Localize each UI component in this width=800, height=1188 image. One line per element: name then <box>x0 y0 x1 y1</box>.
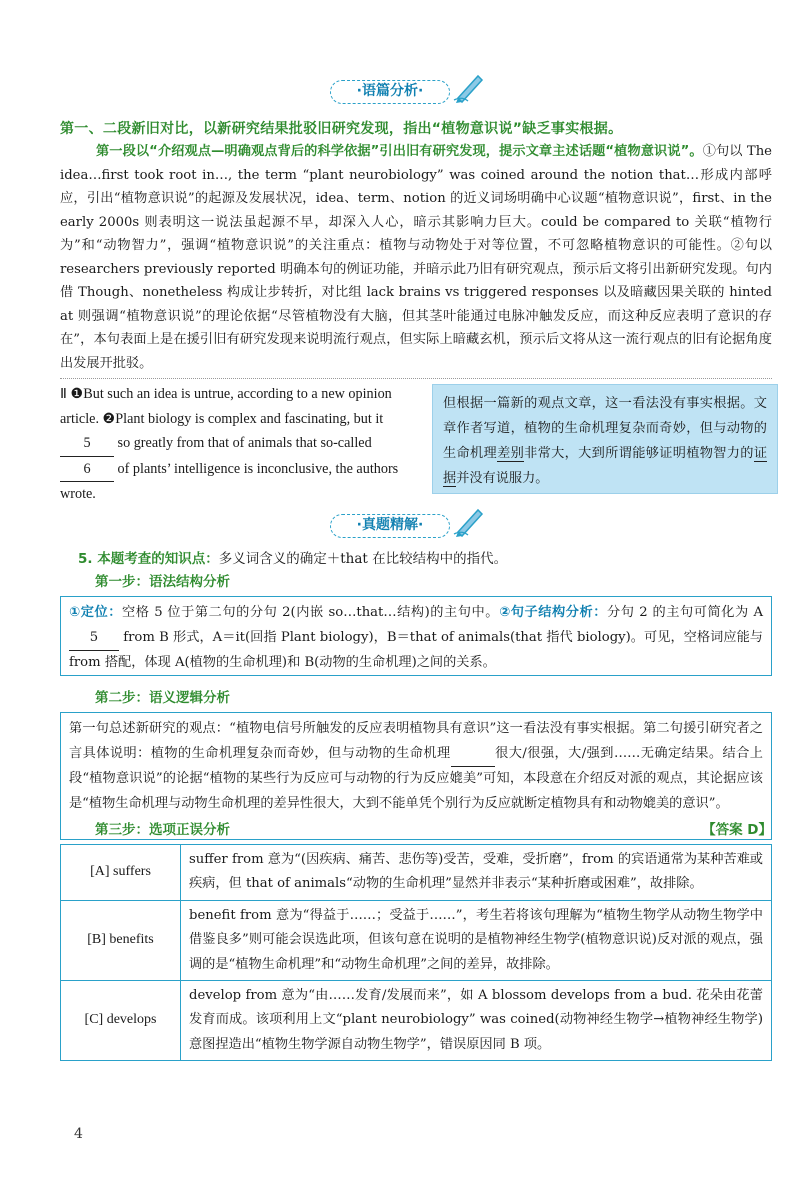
option-row-a <box>61 845 772 901</box>
option-text-c: develop from 意为“由……发育/发展而来”，如 A blossom develops from a bud. 花朵由花蕾发育而成。该项利用上文“plant neurobiology” was coined(动物神经生物学→植物神经生物学)意图捏造出“植物生物学源自动物生物学”，错误原因同 B 项。 <box>181 981 772 1061</box>
option-text-a: suffer from 意为“(因疾病、痛苦、悲伤等)受苦，受难，受折磨”，from 的宾语通常为某种苦难或疾病，但 that of animals“动物的生命机理”显然并非表示“某种折磨或困难”，故排除。 <box>181 845 772 901</box>
pen-icon <box>452 504 486 538</box>
step-1-text-1: 空格 5 位于第二句的分句 2(内嵌 so…that…结构)的主句中。 <box>121 605 500 620</box>
option-label-c: [C] develops <box>61 981 181 1061</box>
translation-part-1: 但根据一篇新的观点文章，这一看法没有事实根据。文章作者写道，植物的生命机理复杂而奇妙，但与动物的生命机理 <box>443 396 767 461</box>
section-header-label: ·真题精解· <box>330 514 450 538</box>
translation-part-3: 并没有说服力。 <box>456 471 549 486</box>
step-1-bold-2: ②句子结构分析： <box>499 605 608 620</box>
question-label: 5. 本题考查的知识点： <box>78 551 219 567</box>
section-header-analysis <box>300 78 500 104</box>
step-1-bold-1: ①定位： <box>69 605 122 620</box>
translation-underline-2: 证据 <box>443 446 768 486</box>
step-1-text-3: from B 形式，A＝it(回指 Plant biology)，B＝that of animals(that 指代 biology)。可见，空格词应能与 from 搭配，体现 A(植物的生命机理)和 B(动物的生命机理)之间的关系。 <box>69 629 763 671</box>
page-number: 4 <box>74 1126 83 1142</box>
step-1-box <box>60 596 772 676</box>
analysis-paragraph-body: ①句以 The idea…first took root in…, the term “plant neurobiology” was coined around the notion that…形成内部呼应，引出“植物意识说”的起源及发展状况，idea、term、notion 的近义词场明确中心议题“植物意识说”，first、in the early 2000s 则表明这一说法虽起源不早，却深入人心，暗示其影响力巨大。could be compared to 关联“植物行为”和“动物智力”，强调“植物意识说”的关注重点：植物与动物处于对等位置，不可忽略植物意识的可能性。②句以 researchers previously reported 明确本句的例证功能，并暗示此乃旧有研究观点，预示后文将引出新研究发现。句内借 Though、nonetheless 构成让步转折，对比组 lack brains vs triggered responses 以及暗藏因果关联的 hinted at 则强调“植物意识说”的理论依据“尽管植物没有大脑，但其茎叶能通过电脉冲触发反应，而这种反应表明了意识的存在”，本句表面上是在援引旧有研究发现来说明流行观点，但实际上暗藏玄机，预示后文将从这一流行观点的旧有论据角度出发展开批驳。 <box>60 144 772 371</box>
dotted-divider <box>60 378 772 379</box>
answer-label: 【答案 D】 <box>702 822 772 838</box>
passage-number: Ⅱ <box>60 386 67 402</box>
question-title <box>78 549 507 569</box>
analysis-lead: 第一、二段新旧对比，以新研究结果批驳旧研究发现，指出“植物意识说”缺乏事实根据。 <box>60 121 623 137</box>
step-2-text-1: 第一句总述新研究的观点：“植物电信号所触发的反应表明植物具有意识”这一看法没有事实根据。第二句援引研究者之言具体说明：植物的生命机理复杂而奇妙，但与动物的生命机理 <box>69 721 763 761</box>
sentence-marker-1: ❶ <box>70 386 84 402</box>
translation-box <box>432 384 778 494</box>
step-1-title: 第一步：语法结构分析 <box>95 574 230 590</box>
question-text: 多义词含义的确定＋that 在比较结构中的指代。 <box>218 551 508 567</box>
step-2-blank <box>451 742 495 768</box>
blank-6: 6 <box>60 457 114 483</box>
analysis-paragraph <box>60 140 772 375</box>
analysis-paragraph-head: 第一段以“介绍观点—明确观点背后的科学依据”引出旧有研究发现，提示文章主述话题“植物意识说”。 <box>96 144 703 159</box>
step-2-text-2: 很大/很强，大/强到……无确定结果。结合上段“植物意识说”的论据“植物的某些行为反应可与动物的行为反应媲美”可知，本段意在介绍反对派的观点，其论据应该是“植物生命机理与动物生命机理的差异性很大，大到不能单凭个别行为反应就断定植物具有和动物媲美的意识”。 <box>69 745 763 811</box>
step-1-blank: 5 <box>69 626 119 652</box>
sentence-2b: so greatly from that of animals that so-called <box>117 435 372 452</box>
sentence-1: But such an idea is untrue, according to a new opinion article. <box>60 386 392 427</box>
option-label-a: [A] suffers <box>61 845 181 901</box>
translation-underline-1: 差别 <box>497 446 525 461</box>
sentence-2c: of plants’ intelligence is inconclusive, the authors wrote. <box>60 460 399 503</box>
option-row-b <box>61 900 772 980</box>
section-header-explain <box>300 512 500 538</box>
sentence-2a: Plant biology is complex and fascinating, but it <box>115 410 384 427</box>
step-2-title: 第二步：语义逻辑分析 <box>95 690 230 706</box>
step-3-title: 第三步：选项正误分析 <box>95 822 230 838</box>
pen-icon <box>452 70 486 104</box>
section-header-label: ·语篇分析· <box>330 80 450 104</box>
option-row-c <box>61 981 772 1061</box>
sentence-marker-2: ❷ <box>102 410 116 427</box>
passage-text <box>60 382 422 507</box>
translation-part-2: 非常大，大到所谓能够证明植物智力的 <box>524 446 754 461</box>
options-table <box>60 844 772 1061</box>
option-text-b: benefit from 意为“得益于……；受益于……”，考生若将该句理解为“植物生物学从动物生物学中借鉴良多”则可能会误选此项，但该句意在说明的是植物神经生物学(植物意识说)反对派的观点，强调的是“植物生命机理”和“动物生命机理”之间的差异，故排除。 <box>181 900 772 980</box>
option-label-b: [B] benefits <box>61 900 181 980</box>
step-1-text-2: 分句 2 的主句可简化为 A <box>607 605 763 620</box>
blank-5: 5 <box>60 431 114 457</box>
